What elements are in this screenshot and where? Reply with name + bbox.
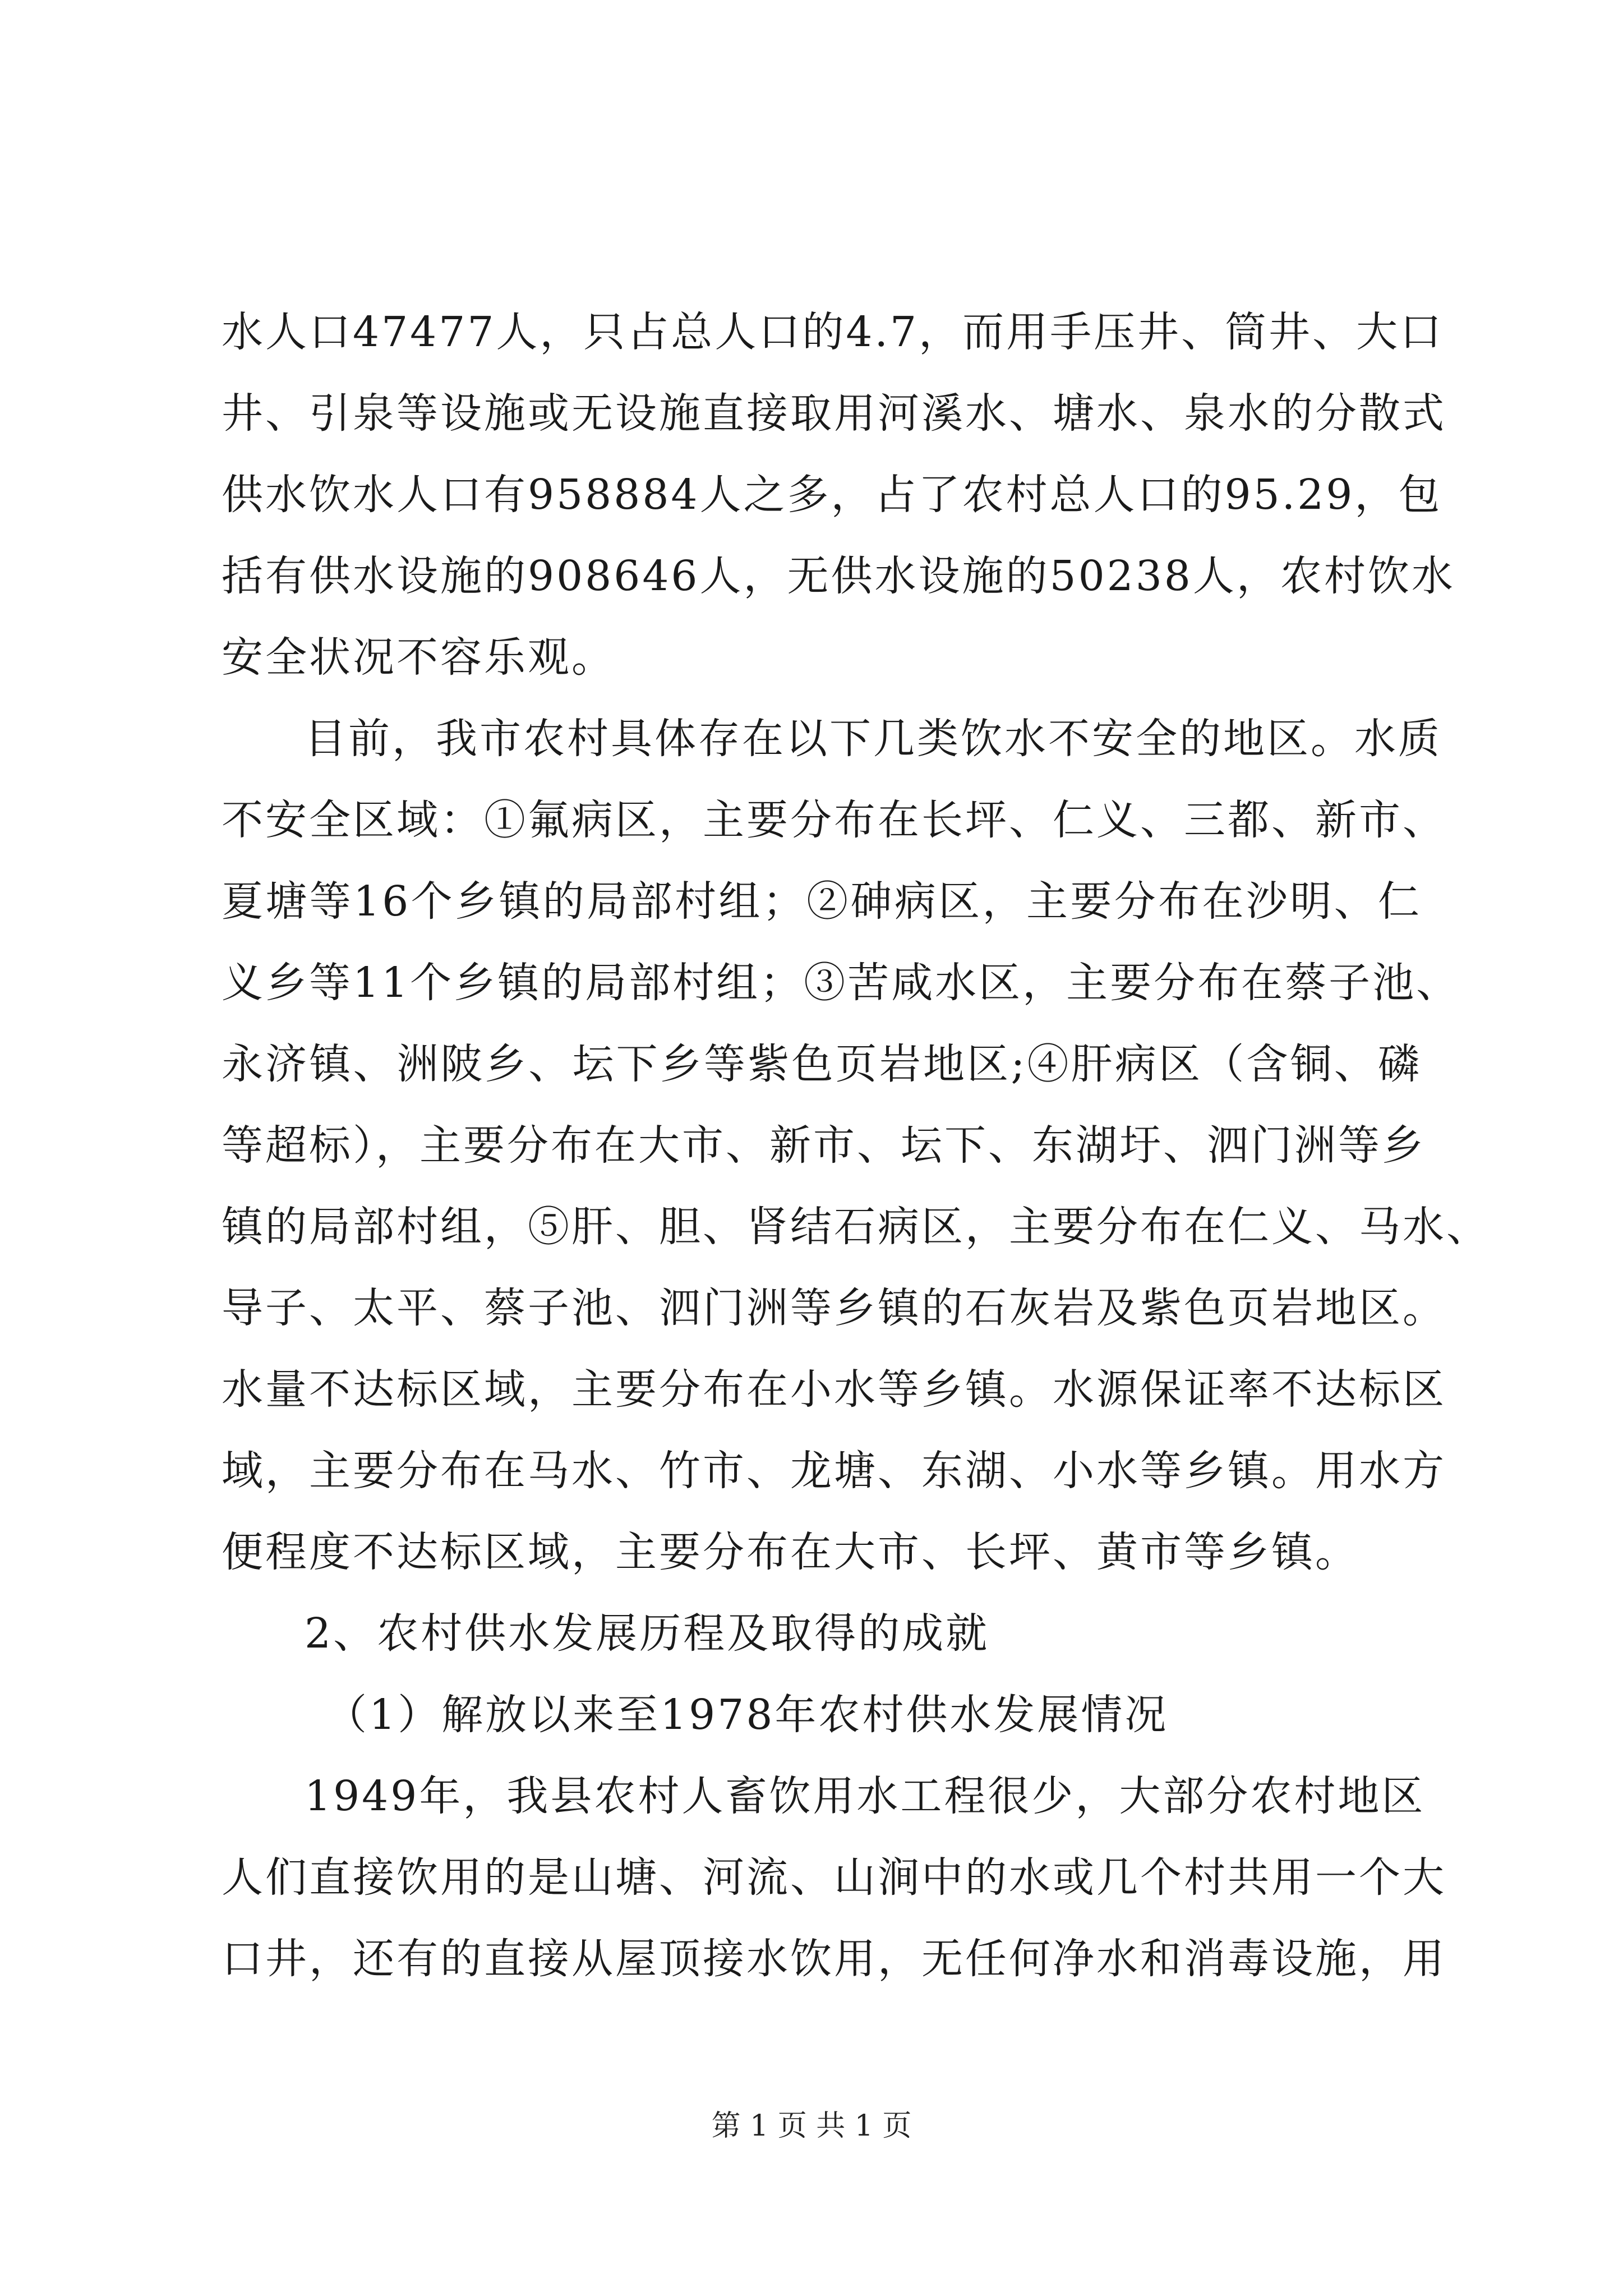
paragraph-start-line: 目前，我市农村具体存在以下几类饮水不安全的地区。水质 [305, 715, 1442, 763]
text-line: 夏塘等16个乡镇的局部村组；②砷病区，主要分布在沙明、仁 [222, 877, 1422, 926]
text-line: 镇的局部村组，⑤肝、胆、肾结石病区，主要分布在仁义、马水、 [222, 1203, 1490, 1251]
text-line: 水人口47477人，只占总人口的4.7，而用手压井、筒井、大口 [222, 308, 1444, 356]
text-line: 不安全区域：①氟病区，主要分布在长坪、仁义、三都、新市、 [222, 796, 1446, 844]
text-line: 导子、太平、蔡子池、泗门洲等乡镇的石灰岩及紫色页岩地区。 [222, 1284, 1446, 1332]
text-line: 井、引泉等设施或无设施直接取用河溪水、塘水、泉水的分散式 [222, 389, 1446, 438]
text-line: 便程度不达标区域，主要分布在大市、长坪、黄市等乡镇。 [222, 1528, 1359, 1576]
text-line: 括有供水设施的908646人，无供水设施的50238人，农村饮水 [222, 552, 1455, 600]
text-line: 域，主要分布在马水、竹市、龙塘、东湖、小水等乡镇。用水方 [222, 1447, 1446, 1495]
document-body [222, 292, 1490, 2000]
text-line: 永济镇、洲陂乡、坛下乡等紫色页岩地区;④肝病区（含铜、磷 [222, 1040, 1422, 1088]
text-line: 人们直接饮用的是山塘、河流、山涧中的水或几个村共用一个大 [222, 1853, 1446, 1902]
text-line: 等超标），主要分布在大市、新市、坛下、东湖圩、泗门洲等乡 [222, 1121, 1426, 1170]
text-line: 口井，还有的直接从屋顶接水饮用，无任何净水和消毒设施，用 [222, 1935, 1446, 1983]
section-heading: 2、农村供水发展历程及取得的成就 [305, 1609, 990, 1658]
subsection-heading: （1）解放以来至1978年农村供水发展情况 [325, 1691, 1169, 1739]
text-line: 安全状况不容乐观。 [222, 633, 615, 682]
page-number-footer: 第 1 页 共 1 页 [711, 2109, 912, 2143]
text-line: 义乡等11个乡镇的局部村组；③苦咸水区，主要分布在蔡子池、 [222, 959, 1460, 1007]
text-line: 供水饮水人口有958884人之多，占了农村总人口的95.29，包 [222, 471, 1442, 519]
text-line: 水量不达标区域，主要分布在小水等乡镇。水源保证率不达标区 [222, 1365, 1446, 1414]
paragraph-start-line: 1949年，我县农村人畜饮用水工程很少，大部分农村地区 [305, 1772, 1426, 1820]
